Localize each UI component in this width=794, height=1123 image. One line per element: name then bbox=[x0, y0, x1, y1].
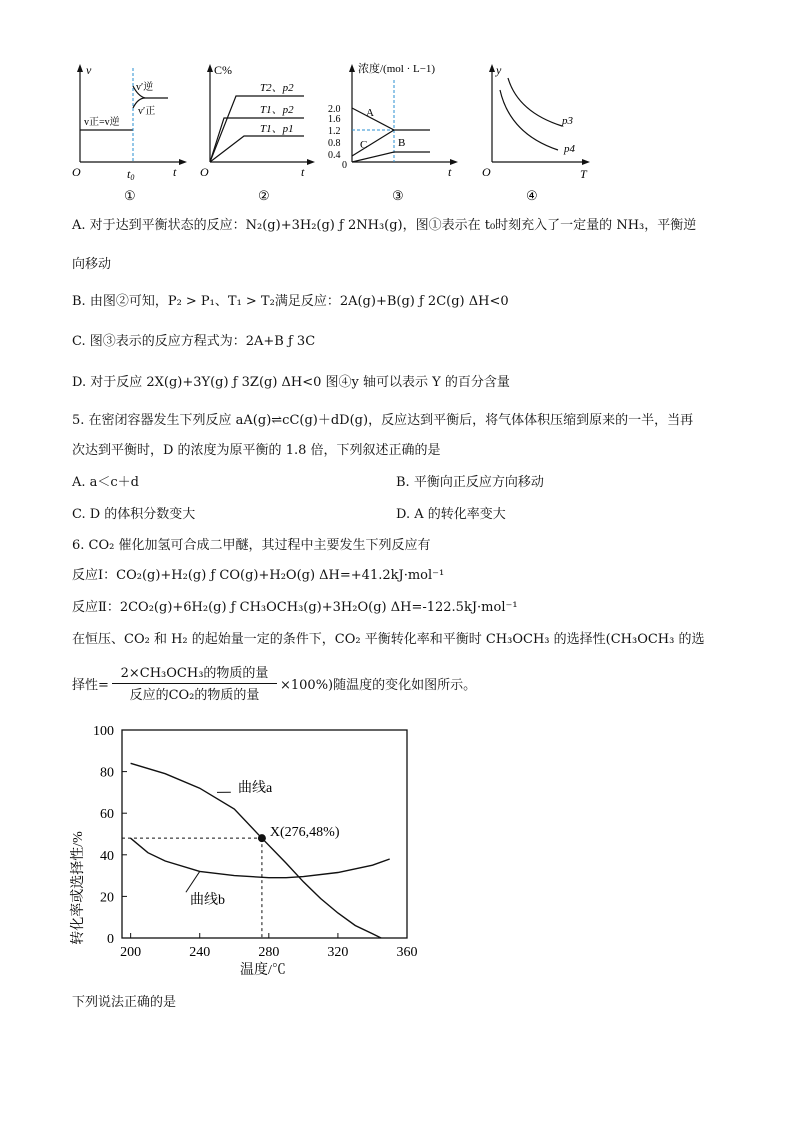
fig4-p4: p4 bbox=[564, 143, 575, 155]
option-D: D. 对于反应 2X(g)+3Y(g) ƒ 3Z(g) ΔH<0 图④y 轴可以表示 Y 的百分含量 bbox=[72, 375, 510, 390]
y-tick-label: 100 bbox=[93, 724, 114, 739]
fig1-label: ① bbox=[124, 188, 136, 203]
option-A-line2: 向移动 bbox=[72, 257, 112, 272]
figure-2 bbox=[196, 60, 316, 205]
figure-3 bbox=[322, 58, 462, 205]
conversion-selectivity-chart bbox=[62, 716, 432, 986]
figure-4 bbox=[478, 60, 593, 205]
selectivity-numerator: 2×CH₃OCH₃的物质的量 bbox=[120, 666, 269, 681]
fig4-p3: p3 bbox=[562, 115, 573, 127]
series-line-1 bbox=[131, 838, 390, 878]
series-b-label: 曲线b bbox=[190, 893, 225, 908]
q5-option-D: D. A 的转化率变大 bbox=[396, 507, 506, 522]
x-tick-label: 360 bbox=[396, 945, 418, 960]
fig1-t: t bbox=[173, 165, 177, 179]
fig1-v-rev: v′逆 bbox=[136, 82, 154, 93]
fig1-v-fwd: v′正 bbox=[138, 106, 156, 117]
q5-line1: 5. 在密闭容器发生下列反应 aA(g)⇌cC(g)＋dD(g)，反应达到平衡后，将气体体积压缩到原来的一半，当再 bbox=[72, 413, 694, 428]
series-a-label: 曲线a bbox=[238, 781, 273, 796]
option-B: B. 由图②可知，P₂ > P₁、T₁ > T₂满足反应：2A(g)+B(g) ƒ 2C(g) ΔH<0 bbox=[72, 294, 509, 309]
fig3-C: C bbox=[360, 139, 368, 151]
fig3-B: B bbox=[398, 137, 406, 149]
fig2-label: ② bbox=[258, 188, 270, 203]
fig2-l2: T1、p2 bbox=[260, 104, 294, 116]
annotation-label: X(276,48%) bbox=[269, 825, 340, 841]
plot-border bbox=[122, 730, 407, 938]
fig3-ylabel: 浓度/(mol · L−1) bbox=[358, 63, 436, 75]
annotation-point bbox=[258, 834, 266, 842]
fig3-tick-4: 0.4 bbox=[328, 150, 341, 161]
q5-option-C: C. D 的体积分数变大 bbox=[72, 507, 196, 522]
series-b-leader bbox=[186, 871, 200, 892]
chart-annotation bbox=[122, 825, 340, 938]
q5-line2: 次达到平衡时，D 的浓度为原平衡的 1.8 倍，下列叙述正确的是 bbox=[72, 443, 441, 458]
x-tick-label: 200 bbox=[120, 945, 142, 960]
selectivity-suffix: ×100%)随温度的变化如图所示。 bbox=[280, 678, 477, 693]
q6-reaction-2: 反应Ⅱ：2CO₂(g)+6H₂(g) ƒ CH₃OCH₃(g)+3H₂O(g) ΔH=-122.5kJ·mol⁻¹ bbox=[72, 600, 518, 615]
option-A-line1: A. 对于达到平衡状态的反应：N₂(g)+3H₂(g) ƒ 2NH₃(g)，图①表示在 t₀时刻充入了一定量的 NH₃，平衡逆 bbox=[72, 218, 697, 233]
chart-frame bbox=[122, 730, 407, 938]
x-tick-label: 280 bbox=[258, 945, 280, 960]
selectivity-prefix: 择性= bbox=[72, 678, 109, 693]
fig1-origin: O bbox=[72, 165, 81, 179]
fig3-A: A bbox=[366, 107, 374, 119]
fig4-y: y bbox=[496, 63, 502, 77]
y-tick-label: 40 bbox=[100, 848, 114, 864]
fig2-origin: O bbox=[200, 165, 209, 179]
fig1-v-eq: v正=v逆 bbox=[84, 117, 120, 128]
q6-reaction-1: 反应Ⅰ：CO₂(g)+H₂(g) ƒ CO(g)+H₂O(g) ΔH=+41.2kJ·mol⁻¹ bbox=[72, 568, 445, 583]
fig3-tick-0: 2.0 bbox=[328, 104, 341, 115]
fig2-c: C% bbox=[214, 63, 232, 77]
fig3-tick-3: 0.8 bbox=[328, 138, 341, 149]
figure-1 bbox=[68, 60, 188, 205]
y-tick-label: 60 bbox=[100, 807, 114, 823]
q6-line3: 在恒压、CO₂ 和 H₂ 的起始量一定的条件下，CO₂ 平衡转化率和平衡时 CH₃OCH₃ 的选择性(CH₃OCH₃ 的选 bbox=[72, 632, 705, 647]
final-prompt: 下列说法正确的是 bbox=[72, 995, 177, 1010]
fig3-t: t bbox=[448, 165, 452, 179]
chart-xlabel: 温度/℃ bbox=[240, 963, 286, 978]
fig2-l1: T2、p2 bbox=[260, 82, 294, 94]
fig4-origin: O bbox=[482, 165, 491, 179]
q5-option-B: B. 平衡向正反应方向移动 bbox=[396, 475, 544, 490]
fig4-T: T bbox=[580, 167, 587, 181]
q5-option-A: A. a＜c＋d bbox=[72, 475, 140, 490]
chart-ylabel: 转化率或选择性/% bbox=[71, 831, 86, 945]
chart-ticks bbox=[93, 724, 418, 960]
fig2-l3: T1、p1 bbox=[260, 123, 294, 135]
fig2-t: t bbox=[301, 165, 305, 179]
y-tick-label: 20 bbox=[100, 890, 114, 906]
fig3-tick-1: 1.6 bbox=[328, 114, 341, 125]
fig3-tick-5: 0 bbox=[342, 160, 347, 171]
fig1-v: v bbox=[86, 63, 92, 77]
option-C: C. 图③表示的反应方程式为：2A+B ƒ 3C bbox=[72, 334, 316, 349]
y-tick-label: 0 bbox=[107, 932, 114, 947]
fig1-t0: t0 bbox=[127, 167, 135, 182]
fig3-tick-2: 1.2 bbox=[328, 126, 341, 137]
y-tick-label: 80 bbox=[100, 765, 114, 781]
fig3-label: ③ bbox=[392, 188, 404, 203]
x-tick-label: 320 bbox=[327, 945, 349, 960]
selectivity-denominator: 反应的CO₂的物质的量 bbox=[129, 688, 260, 703]
q6-line1: 6. CO₂ 催化加氢可合成二甲醚，其过程中主要发生下列反应有 bbox=[72, 538, 431, 553]
fig4-label: ④ bbox=[526, 188, 538, 203]
x-tick-label: 240 bbox=[189, 945, 211, 960]
